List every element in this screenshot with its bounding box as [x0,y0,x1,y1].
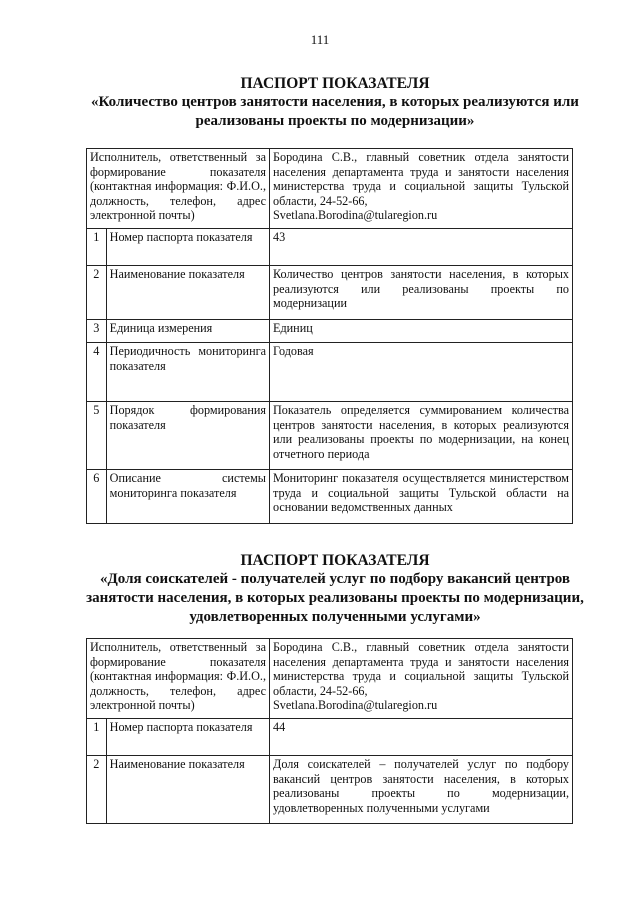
row-label: Порядок формирования показателя [106,402,269,470]
row-number: 2 [87,756,107,824]
row-label: Номер паспорта показателя [106,719,269,756]
passport-subtitle-line: «Количество центров занятости населения, в которых реализуются или [91,94,579,110]
executor-row [87,639,573,719]
row-number: 5 [87,402,107,470]
page-number: 111 [310,32,330,47]
row-number: 1 [87,229,107,266]
passport-heading: ПАСПОРТ ПОКАЗАТЕЛЯ [240,552,430,569]
passport-1-table [86,148,573,524]
executor-email: Svetlana.Borodina@tularegion.ru [273,698,438,713]
row-label: Единица измерения [106,320,269,343]
executor-label: Исполнитель, ответственный за формирование показателя (контактная информация: Ф.И.О., должность, телефон, адрес электронной почты) [87,149,270,229]
row-number: 2 [87,266,107,320]
table-row [87,320,573,343]
table-row [87,756,573,824]
table-row [87,719,573,756]
row-label: Наименование показателя [106,266,269,320]
row-number: 6 [87,470,107,524]
row-value: Доля соискателей – получателей услуг по подбору вакансий центров занятости населения, в которых реализованы проекты по модернизации, удовлетворенных полученными услугами [270,756,573,824]
passport-heading: ПАСПОРТ ПОКАЗАТЕЛЯ [240,75,430,92]
table-row [87,266,573,320]
passport-subtitle-line: удовлетворенных полученными услугами» [189,609,481,625]
executor-label: Исполнитель, ответственный за формирование показателя (контактная информация: Ф.И.О., должность, телефон, адрес электронной почты) [87,639,270,719]
executor-text: Бородина С.В., главный советник отдела занятости населения департамента труда и занятости населения министерства труда и социальной защиты Тульской области, 24-52-66, [273,640,569,698]
passport-2-table [86,638,573,824]
executor-email: Svetlana.Borodina@tularegion.ru [273,208,438,223]
row-value: Единиц [270,320,573,343]
row-label: Наименование показателя [106,756,269,824]
row-value: 43 [270,229,573,266]
row-value: Мониторинг показателя осуществляется министерством труда и социальной защиты Тульской области на основании ведомственных данных [270,470,573,524]
passport-2-title [70,551,600,627]
executor-value [270,149,573,229]
row-number: 3 [87,320,107,343]
passport-1-title [70,74,600,131]
table-row [87,402,573,470]
row-number: 4 [87,343,107,402]
row-number: 1 [87,719,107,756]
row-label: Описание системы мониторинга показателя [106,470,269,524]
row-value: Показатель определяется суммированием количества центров занятости населения, в которых реализуются или реализованы проекты по модернизации, на конец отчетного периода [270,402,573,470]
row-label: Номер паспорта показателя [106,229,269,266]
table-row [87,229,573,266]
executor-row [87,149,573,229]
row-label: Периодичность мониторинга показателя [106,343,269,402]
executor-text: Бородина С.В., главный советник отдела занятости населения департамента труда и занятости населения министерства труда и социальной защиты Тульской области, 24-52-66, [273,150,569,208]
row-value: Количество центров занятости населения, в которых реализуются или реализованы проекты по модернизации [270,266,573,320]
executor-value [270,639,573,719]
row-value: Годовая [270,343,573,402]
row-value: 44 [270,719,573,756]
table-row [87,470,573,524]
table-row [87,343,573,402]
passport-subtitle-line: «Доля соискателей - получателей услуг по подбору вакансий центров [99,571,571,587]
passport-subtitle-line: занятости населения, в которых реализованы проекты по модернизации, [86,590,584,606]
passport-subtitle-line: реализованы проекты по модернизации» [195,113,475,129]
